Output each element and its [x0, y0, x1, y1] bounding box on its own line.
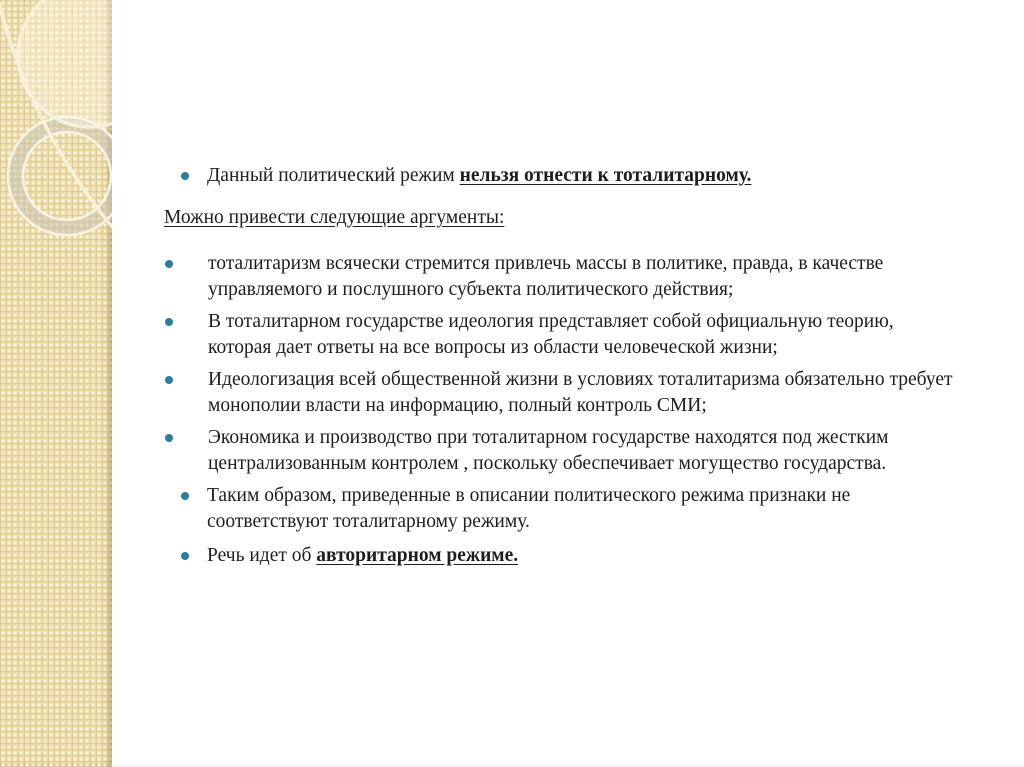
final-bullet-text [207, 545, 518, 566]
argument-bullet-item [150, 251, 960, 303]
final-lead-text: Речь идет об [207, 545, 317, 566]
bullet-icon [165, 376, 173, 384]
subtitle-text: Можно привести следующие аргументы: [164, 207, 505, 228]
intro-bullet-item [150, 163, 960, 189]
argument-bullet-item [150, 309, 960, 361]
ring-shape [16, 125, 113, 228]
argument-text: Экономика и производство при тоталитарном государстве находятся под жестким централизованным контролем , поскольку обеспечивает могущество государства. [208, 427, 889, 474]
decorative-circles [0, 0, 112, 767]
argument-text: Идеологизация всей общественной жизни в условиях тоталитаризма обязательно требует монополии власти на информацию, полный контроль СМИ; [208, 369, 953, 416]
subtitle-line [164, 205, 960, 231]
bullet-icon [181, 492, 189, 500]
bullet-icon [165, 434, 173, 442]
bullet-icon [165, 318, 173, 326]
final-bullet-item [150, 543, 960, 569]
slide-content [150, 163, 960, 569]
bullet-icon [181, 172, 189, 180]
conclusion-text: Таким образом, приведенные в описании политического режима признаки не соответствуют тоталитарному режиму. [207, 485, 851, 532]
slide-bottom-shadow [0, 762, 1024, 767]
argument-bullet-item [150, 425, 960, 477]
argument-bullet-item [150, 367, 960, 419]
argument-text: тоталитаризм всячески стремится привлечь массы в политике, правда, в качестве управляемого и послушного субъекта политического действия; [208, 253, 884, 300]
thin-circle-shape [18, 0, 112, 127]
bullet-icon [165, 260, 173, 268]
intro-lead-text: Данный политический режим [207, 165, 460, 186]
final-emphasis-text: авторитарном режиме. [316, 545, 519, 566]
sidebar-decoration [0, 0, 112, 767]
argument-text: В тоталитарном государстве идеология представляет собой официальную теорию, которая дает ответы на все вопросы из области человеческой жизни; [208, 311, 894, 358]
conclusion-bullet-item [150, 483, 960, 535]
intro-emphasis-text: нельзя отнести к тоталитарному. [459, 165, 752, 186]
bullet-icon [181, 552, 189, 560]
intro-bullet-text [207, 165, 751, 186]
